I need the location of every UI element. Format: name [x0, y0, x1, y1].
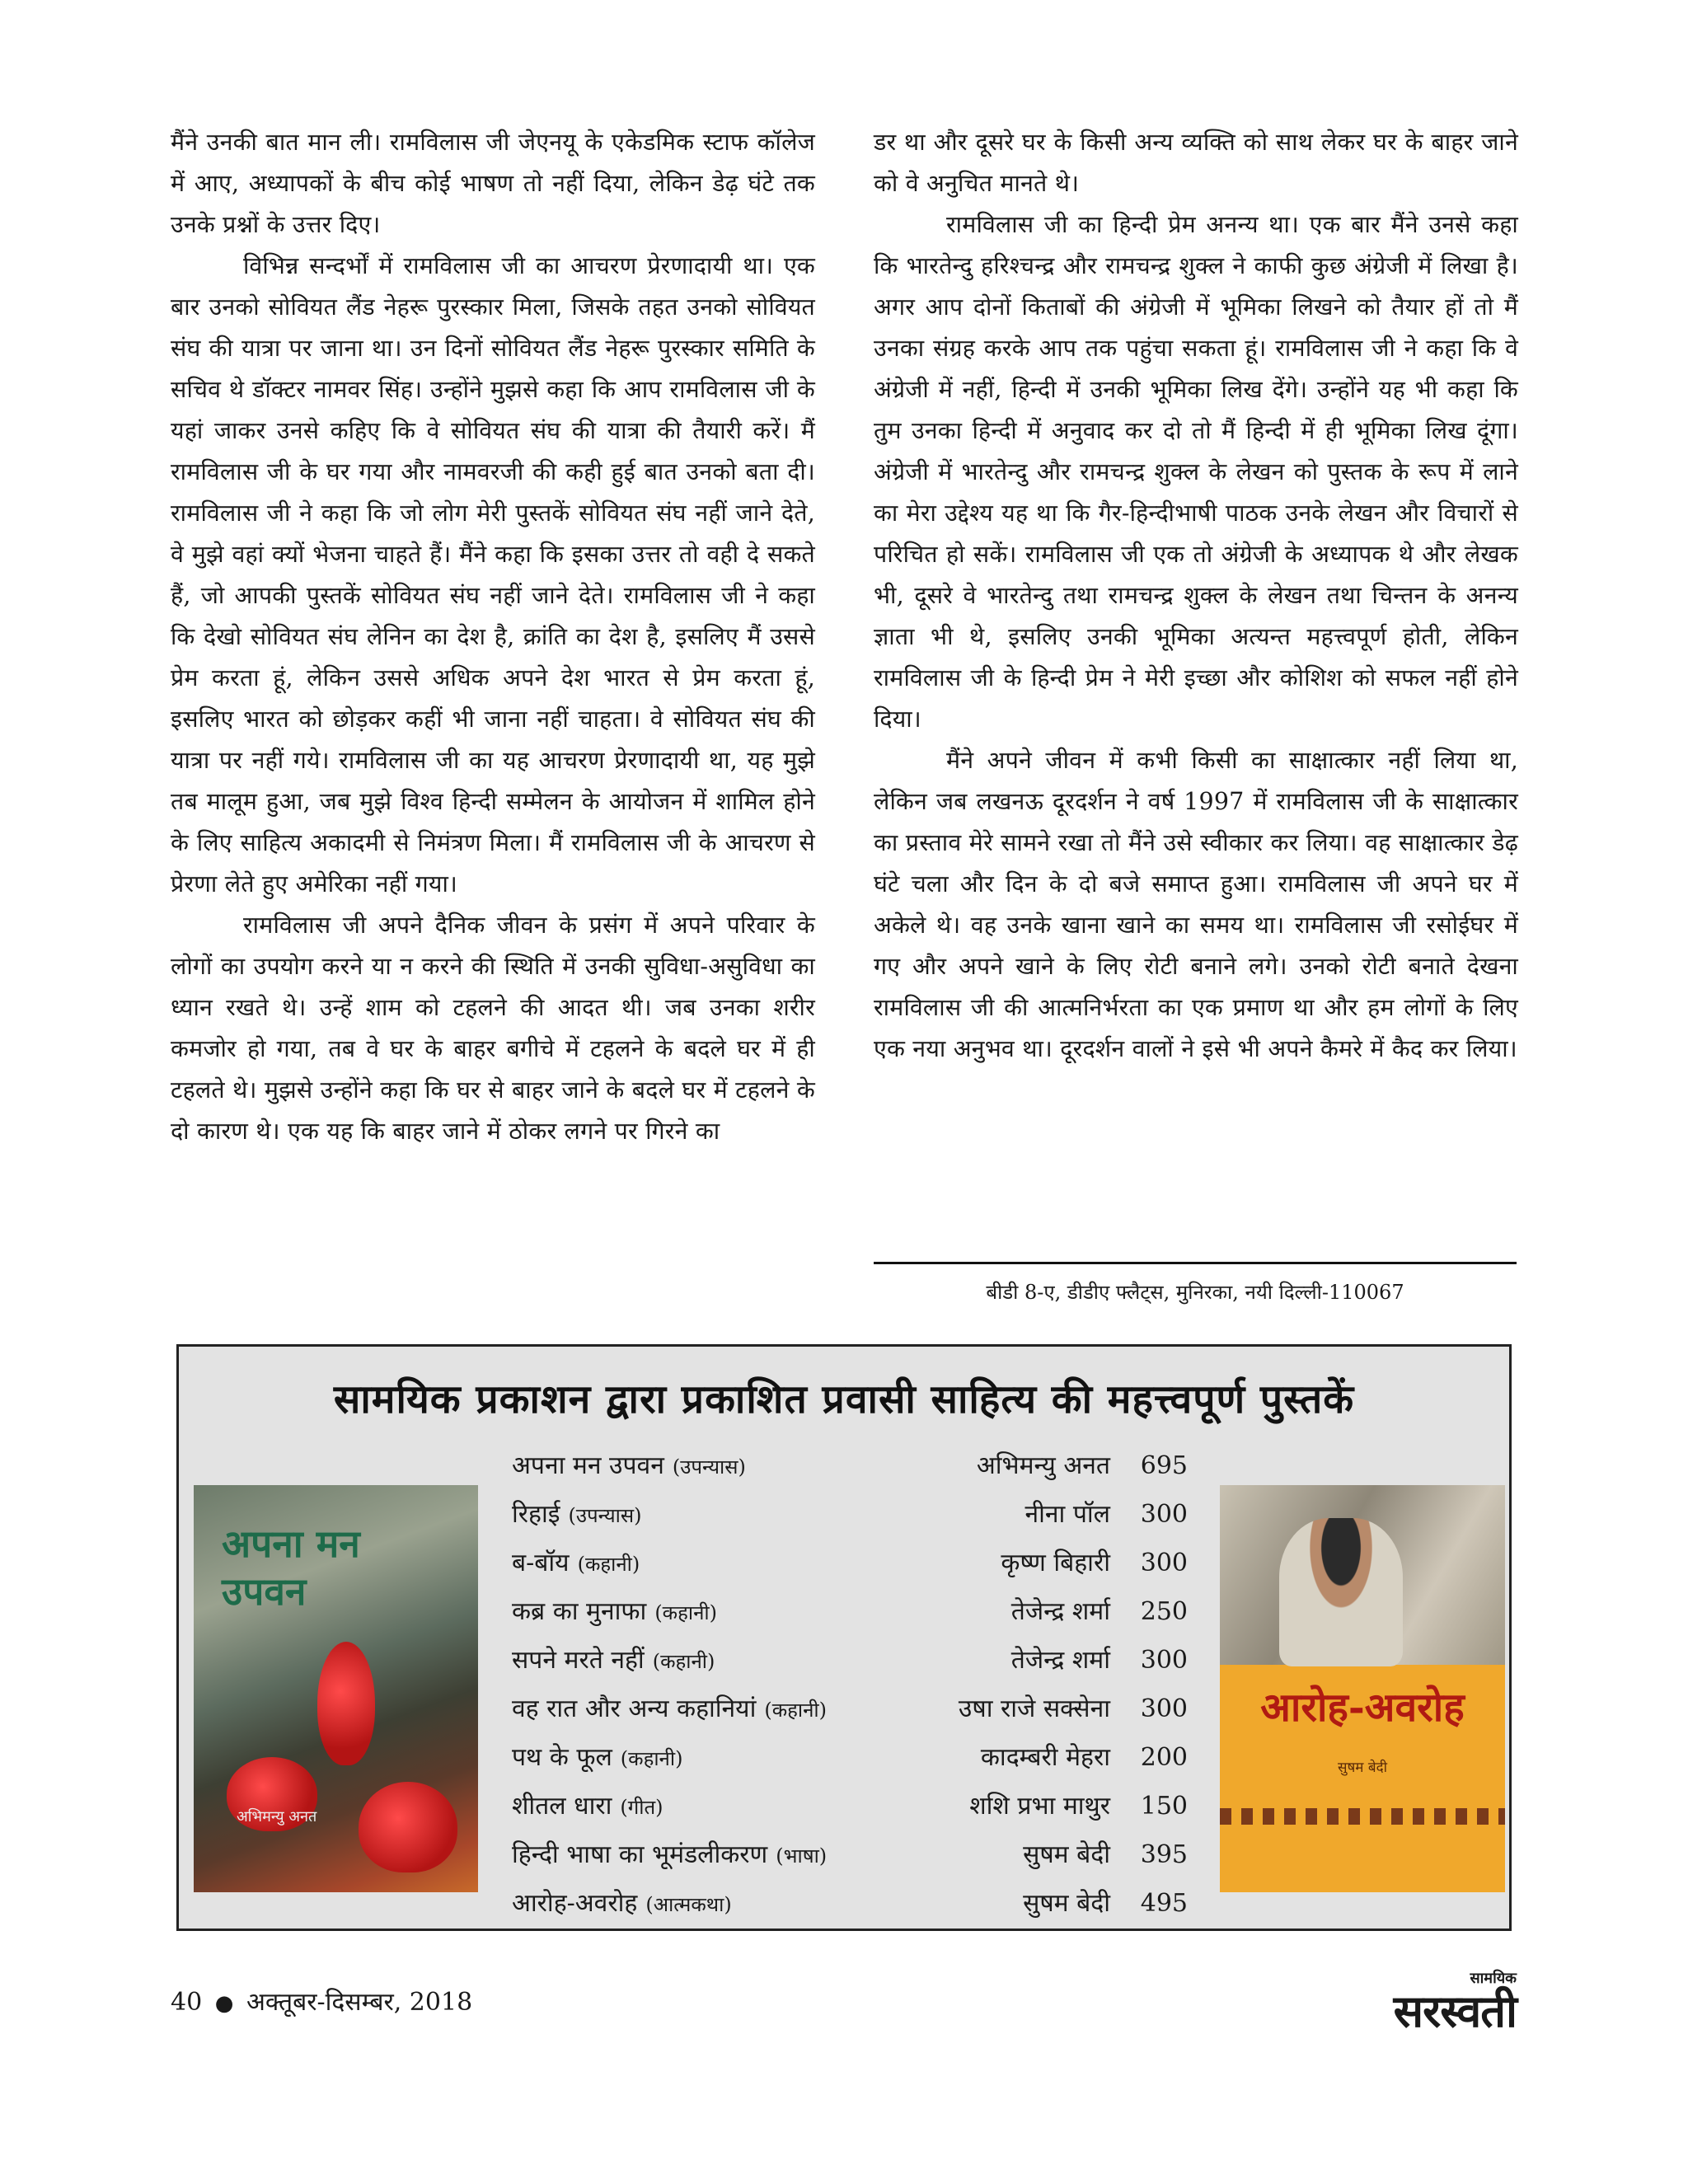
paragraph: मैंने अपने जीवन में कभी किसी का साक्षात्कार नहीं लिया था, लेकिन जब लखनऊ दूरदर्शन ने वर्ष 1997 में रामविलास जी के साक्षात्कार का प्रस्ताव मेरे सामने रखा तो मैंने उसे स्वीकार कर लिया। वह साक्षात्कार डेढ़ घंटे चला और दिन के दो बजे समाप्त हुआ। रामविलास जी अपने घर में अकेले थे। वह उनके खाना खाने का समय था। रामविलास जी रसोईघर में गए और अपने खाने के लिए रोटी बनाने लगे। उनको रोटी बनाते देखना रामविलास जी की आत्मनिर्भरता का एक प्रमाण था और हम लोगों के लिए एक नया अनुभव था। दूरदर्शन वालों ने इसे भी अपने कैमरे में कैद कर लिया।: [874, 747, 1518, 1062]
book-author: तेजेन्द्र शर्मा: [1010, 1646, 1110, 1675]
book-cover-apna-man-upvan: [194, 1485, 478, 1892]
article-left-column: [171, 122, 815, 1152]
book-row: [512, 1879, 1188, 1928]
book-price: 150: [1140, 1792, 1188, 1821]
book-genre: (भाषा): [776, 1844, 828, 1868]
book-advertisement: [176, 1344, 1512, 1931]
book-row: [512, 1733, 1188, 1782]
book-title: शीतल धारा (गीत): [512, 1792, 663, 1821]
ad-title: सामयिक प्रकाशन द्वारा प्रकाशित प्रवासी साहित्य की महत्त्वपूर्ण पुस्तकें: [333, 1376, 1355, 1422]
article-right-column: [874, 122, 1518, 1070]
cover-photo: [1220, 1485, 1505, 1665]
book-price: 395: [1140, 1840, 1188, 1869]
book-genre: (गीत): [620, 1796, 663, 1819]
decorative-band: [1220, 1808, 1505, 1825]
book-price: 695: [1140, 1451, 1188, 1480]
cover-author: सुषम बेदी: [1337, 1760, 1388, 1776]
cover-author: अभिमन्यु अनत: [237, 1808, 317, 1825]
book-author: सुषम बेदी: [1023, 1889, 1110, 1918]
page-footer: [171, 1982, 472, 2024]
book-price: 300: [1140, 1500, 1188, 1529]
book-row: [512, 1830, 1188, 1879]
book-row: [512, 1636, 1188, 1685]
book-genre: (कहानी): [577, 1553, 640, 1576]
book-author: अभिमन्यु अनत: [976, 1451, 1110, 1480]
book-price: 300: [1140, 1549, 1188, 1577]
book-author: नीना पॉल: [1025, 1500, 1110, 1529]
book-genre: (कहानी): [654, 1601, 717, 1624]
book-genre: (कहानी): [652, 1650, 715, 1673]
book-title: अपना मन उपवन (उपन्यास): [512, 1451, 746, 1480]
book-author: उषा राजे सक्सेना: [958, 1694, 1110, 1723]
flower-illustration: [317, 1642, 375, 1765]
book-row: [512, 1441, 1188, 1490]
logo-small-text: सामयिक: [1470, 1970, 1517, 1987]
book-genre: (उपन्यास): [672, 1455, 746, 1479]
book-title: कब्र का मुनाफा (कहानी): [512, 1597, 717, 1626]
magazine-logo: [1352, 1970, 1517, 2037]
book-title: वह रात और अन्य कहानियां (कहानी): [512, 1694, 828, 1723]
paragraph: डर था और दूसरे घर के किसी अन्य व्यक्ति को साथ लेकर घर के बाहर जाने को वे अनुचित मानते थे।: [874, 129, 1518, 197]
book-cover-aaroh-avroh: [1220, 1485, 1505, 1892]
book-row: [512, 1490, 1188, 1539]
book-author: शशि प्रभा माथुर: [969, 1792, 1110, 1821]
page-number: 40: [171, 1988, 203, 2017]
book-row: [512, 1539, 1188, 1587]
book-price: 300: [1140, 1694, 1188, 1723]
book-title: पथ के फूल (कहानी): [512, 1743, 683, 1772]
book-genre: (आत्मकथा): [645, 1893, 732, 1916]
author-address: बीडी 8-ए, डीडीए फ्लैट्स, मुनिरका, नयी दिल्ली-110067: [986, 1281, 1404, 1304]
book-row: [512, 1587, 1188, 1636]
issue-date: अक्तूबर-दिसम्बर, 2018: [246, 1988, 473, 2017]
paragraph: रामविलास जी का हिन्दी प्रेम अनन्य था। एक बार मैंने उनसे कहा कि भारतेन्दु हरिश्चन्द्र और रामचन्द्र शुक्ल ने काफी कुछ अंग्रेजी में लिखा है। अगर आप दोनों किताबों की अंग्रेजी में भूमिका लिखने को तैयार हों तो मैं उनका संग्रह करके आप तक पहुंचा सकता हूं। रामविलास जी ने कहा कि वे अंग्रेजी में नहीं, हिन्दी में उनकी भूमिका लिख देंगे। उन्होंने यह भी कहा कि तुम उनका हिन्दी में अनुवाद कर दो तो मैं हिन्दी में ही भूमिका लिख दूंगा। अंग्रेजी में भारतेन्दु और रामचन्द्र शुक्ल के लेखन को पुस्तक के रूप में लाने का मेरा उद्देश्य यह था कि गैर-हिन्दीभाषी पाठक उनके लेखन और विचारों से परिचित हो सकें। रामविलास जी एक तो अंग्रेजी के अध्यापक थे और लेखक भी, दूसरे वे भारतेन्दु तथा रामचन्द्र शुक्ल के लेखन तथा चिन्तन के अनन्य ज्ञाता भी थे, इसलिए उनकी भूमिका अत्यन्त महत्त्वपूर्ण होती, लेकिन रामविलास जी के हिन्दी प्रेम ने मेरी इच्छा और कोशिश को सफल नहीं होने दिया।: [874, 211, 1518, 733]
paragraph: विभिन्न सन्दर्भों में रामविलास जी का आचरण प्रेरणादायी था। एक बार उनको सोवियत लैंड नेहरू पुरस्कार मिला, जिसके तहत उनको सोवियत संघ की यात्रा पर जाना था। उन दिनों सोवियत लैंड नेहरू पुरस्कार समिति के सचिव थे डॉक्टर नामवर सिंह। उन्होंने मुझसे कहा कि आप रामविलास जी के यहां जाकर उनसे कहिए कि वे सोवियत संघ की यात्रा की तैयारी करें। मैं रामविलास जी के घर गया और नामवरजी की कही हुई बात उनको बता दी। रामविलास जी ने कहा कि जो लोग मेरी पुस्तकें सोवियत संघ नहीं जाने देते, वे मुझे वहां क्यों भेजना चाहते हैं। मैंने कहा कि इसका उत्तर तो वही दे सकते हैं, जो आपकी पुस्तकें सोवियत संघ नहीं जाने देते। रामविलास जी ने कहा कि देखो सोवियत संघ लेनिन का देश है, क्रांति का देश है, इसलिए मैं उससे प्रेम करता हूं, लेकिन उससे अधिक अपने देश भारत से प्रेम करता हूं, इसलिए भारत को छोड़कर कहीं भी जाना नहीं चाहता। वे सोवियत संघ की यात्रा पर नहीं गये। रामविलास जी का यह आचरण प्रेरणादायी था, यह मुझे तब मालूम हुआ, जब मुझे विश्व हिन्दी सम्मेलन के आयोजन में शामिल होने के लिए साहित्य अकादमी से निमंत्रण मिला। मैं रामविलास जी के आचरण से प्रेरणा लेते हुए अमेरिका नहीं गया।: [171, 252, 815, 898]
book-title: रिहाई (उपन्यास): [512, 1500, 642, 1529]
book-author: तेजेन्द्र शर्मा: [1010, 1597, 1110, 1626]
book-title: ब-बॉय (कहानी): [512, 1549, 640, 1577]
book-title: सपने मरते नहीं (कहानी): [512, 1646, 715, 1675]
book-author: सुषम बेदी: [1023, 1840, 1110, 1869]
book-genre: (कहानी): [620, 1747, 683, 1770]
flower-illustration: [359, 1782, 457, 1872]
author-portrait: [1279, 1518, 1403, 1666]
book-genre: (कहानी): [764, 1699, 828, 1722]
address-divider: [874, 1262, 1517, 1264]
book-price: 200: [1140, 1743, 1188, 1772]
book-price: 250: [1140, 1597, 1188, 1626]
bullet-icon: ●: [214, 1991, 234, 2016]
logo-big-text: सरस्वती: [1393, 1985, 1517, 2037]
book-row: [512, 1782, 1188, 1830]
book-list: [512, 1441, 1188, 1928]
cover-title: आरोह-अवरोह: [1260, 1685, 1465, 1731]
book-author: कृष्ण बिहारी: [1001, 1549, 1110, 1577]
book-title: हिन्दी भाषा का भूमंडलीकरण (भाषा): [512, 1840, 828, 1869]
book-price: 495: [1140, 1889, 1188, 1918]
book-price: 300: [1140, 1646, 1188, 1675]
paragraph: रामविलास जी अपने दैनिक जीवन के प्रसंग में अपने परिवार के लोगों का उपयोग करने या न करने की स्थिति में उनकी सुविधा-असुविधा का ध्यान रखते थे। उन्हें शाम को टहलने की आदत थी। जब उनका शरीर कमजोर हो गया, तब वे घर के बाहर बगीचे में टहलने के बदले घर में ही टहलते थे। मुझसे उन्होंने कहा कि घर से बाहर जाने के बदले घर में टहलने के दो कारण थे। एक यह कि बाहर जाने में ठोकर लगने पर गिरने का: [171, 912, 815, 1145]
book-author: कादम्बरी मेहरा: [980, 1743, 1110, 1772]
book-title: आरोह-अवरोह (आत्मकथा): [512, 1889, 732, 1918]
paragraph: मैंने उनकी बात मान ली। रामविलास जी जेएनयू के एकेडमिक स्टाफ कॉलेज में आए, अध्यापकों के बीच कोई भाषण तो नहीं दिया, लेकिन डेढ़ घंटे तक उनके प्रश्नों के उत्तर दिए।: [171, 129, 815, 238]
book-genre: (उपन्यास): [568, 1504, 642, 1527]
cover-title: अपना मन उपवन: [222, 1521, 360, 1614]
book-row: [512, 1685, 1188, 1733]
